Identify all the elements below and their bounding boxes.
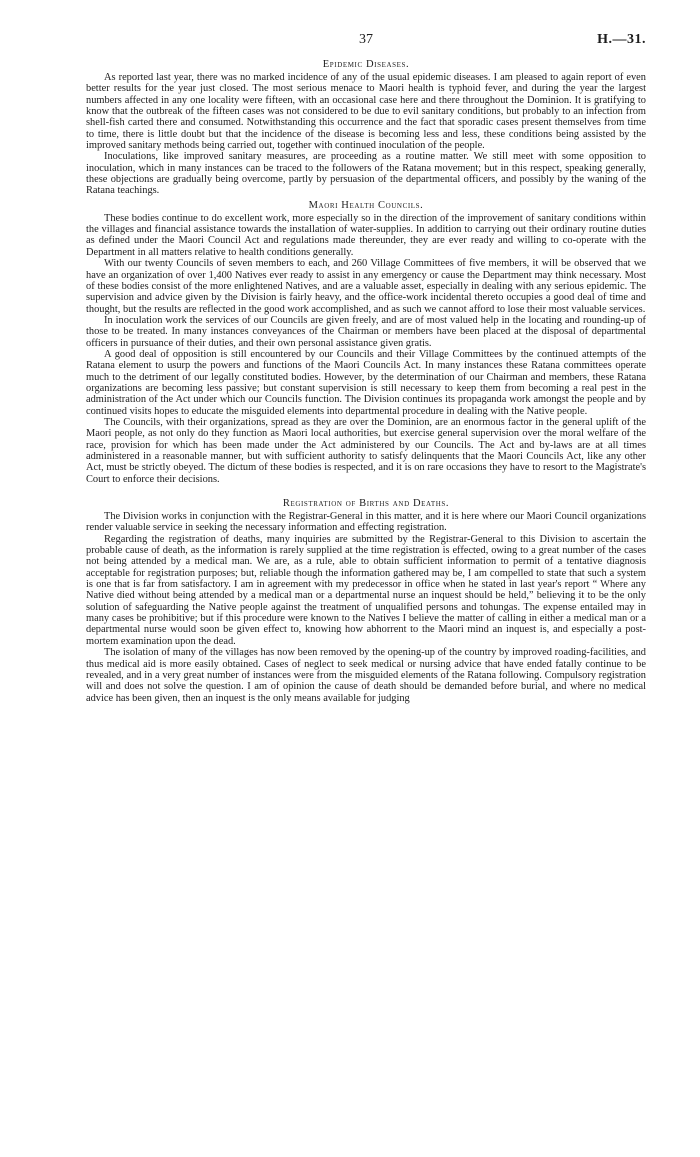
- section-heading: Epidemic Diseases.: [322, 59, 410, 70]
- document-page: [86, 32, 646, 704]
- page-header: [86, 32, 646, 56]
- paragraph: Inoculations, like improved sanitary measures, are proceeding as a routine matter. We still meet with some opposition to inoculation, which in many instances can be traced to the followers of the Ratana movement; but in this respect, speaking generally, these objections are gradually being overcome, partly by persuasion of the departmental officers, and possibly by the waning of the Ratana teachings.: [86, 151, 646, 197]
- paragraph: These bodies continue to do excellent work, more especially so in the direction of the improvement of sanitary conditions within the villages and financial assistance towards the installation of water-supplies. In addition to carrying out their ordinary routine duties as defined under the Maori Council Act and regulations made thereunder, they are ever ready and willing to co-operate with the Department in all matters relative to health conditions generally.: [86, 212, 646, 258]
- paragraph: The isolation of many of the villages has now been removed by the opening-up of the country by improved roading-facilities, and thus medical aid is more easily obtained. Cases of neglect to seek medical or nursing advice that have ended fatally continue to be revealed, and in a very great number of instances were from the misguided elements of the Ratana following. Compulsory registration will and does not solve the question. I am of opinion the cause of death should be demanded before burial, and where no medical advice has been given, then an inquest is the only means available for judging: [86, 647, 646, 704]
- section-maori-health-councils: [86, 199, 646, 485]
- paragraph: As reported last year, there was no marked incidence of any of the usual epidemic diseases. I am pleased to again report of even better results for the year just closed. The most serious menace to Maori health is typhoid fever, and during the year the largest numbers affected in any one locality were fifteen, with an occasional case here and there throughout the Dominion. It is gratifying to know that the outbreak of the fifteen cases was not considered to be due to evil sanitary conditions, but probably to an infection from shell-fish carted there and consumed. Notwithstanding this occurrence and the fact that sporadic cases present themselves from time to time, there is little doubt but that the incidence of the disease is becoming less and less, these conditions being assisted by the improved sanitary methods being carried out, together with continued inoculation of the people.: [86, 72, 646, 152]
- section-heading: Registration of Births and Deaths.: [282, 498, 450, 510]
- document-reference: H.—31.: [597, 32, 646, 47]
- section-epidemic-diseases: [86, 58, 646, 197]
- paragraph: With our twenty Councils of seven members to each, and 260 Village Committees of five members, it will be observed that we have an organization of over 1,400 Natives ever ready to assist in any emergency or cause the Department may think necessary. Most of these bodies consist of the more enlightened Natives, and are a valuable asset, especially in dealing with any serious epidemic. The supervision and advice given by the Division is fairly heavy, and the office-work incidental thereto occupies a good deal of time and thought, but the results are reflected in the good work accomplished, and as such we cannot afford to lose their most valuable services.: [86, 258, 646, 315]
- paragraph: A good deal of opposition is still encountered by our Councils and their Village Committees by the continued attempts of the Ratana element to usurp the powers and functions of the Maori Councils Act. In many instances these Ratana committees operate much to the detriment of our legally constituted bodies. However, by the determination of our Chairman and members, these Ratana organizations are becoming less passive; but constant supervision is still necessary to keep them from becoming a real pest in the administration of the Act under which our Councils function. The Division continues its propaganda work amongst the people and by continued visits hopes to educate the misguided elements into departmental procedure in dealing with the Native people.: [86, 348, 646, 417]
- paragraph: In inoculation work the services of our Councils are given freely, and are of most valued help in the locating and rounding-up of those to be treated. In many instances conveyances of the Chairman or members have been placed at the disposal of departmental officers in pursuance of their duties, and their own personal assistance given gratis.: [86, 314, 646, 349]
- paragraph: Regarding the registration of deaths, many inquiries are submitted by the Registrar-General to this Division to ascertain the probable cause of death, as the information is rarely supplied at the time registration is effected, owing to a great number of the cases not being attended by a medical man. We are, as a rule, able to obtain sufficient information to permit of a tentative diagnosis acceptable for registration purposes; but, reliable though the information gathered may be, I am compelled to state that such a system is one that is far from satisfactory. I am in agreement with my predecessor in office when he stated in last year's report “ Where any Native died without being attended by a medical man or a departmental nurse an inquest should be held,” believing it to be the only solution of safeguarding the Native people against the treatment of unqualified persons and tohungas. The expense entailed may in many cases be prohibitive; but if this procedure were known to the Natives I believe the matter of calling in either a medical man or a departmental nurse would soon be given effect to, knowing how abhorrent to the Maori mind an inquest is, and especially a post-mortem examination upon the dead.: [86, 533, 646, 647]
- section-heading: Maori Health Councils.: [308, 199, 424, 211]
- section-registration-births-deaths: [86, 497, 646, 704]
- paragraph: The Division works in conjunction with the Registrar-General in this matter, and it is here where our Maori Council organizations render valuable service in seeking the necessary information and effecting registration.: [86, 511, 646, 534]
- page-number: 37: [359, 32, 373, 47]
- paragraph: The Councils, with their organizations, spread as they are over the Dominion, are an enormous factor in the general uplift of the Maori people, as not only do they function as Maori local authorities, but exercise general supervision over the moral welfare of the race, provision for which has been made under the Act administered by our Councils. The Act and by-laws are at all times administered in a reasonable manner, but with sufficient authority to satisfy delinquents that the Maori Councils Act, like any other Act, must be strictly obeyed. The dictum of these bodies is respected, and it is on rare occasions they have to resort to the Magistrate's Court to enforce their decisions.: [86, 416, 646, 485]
